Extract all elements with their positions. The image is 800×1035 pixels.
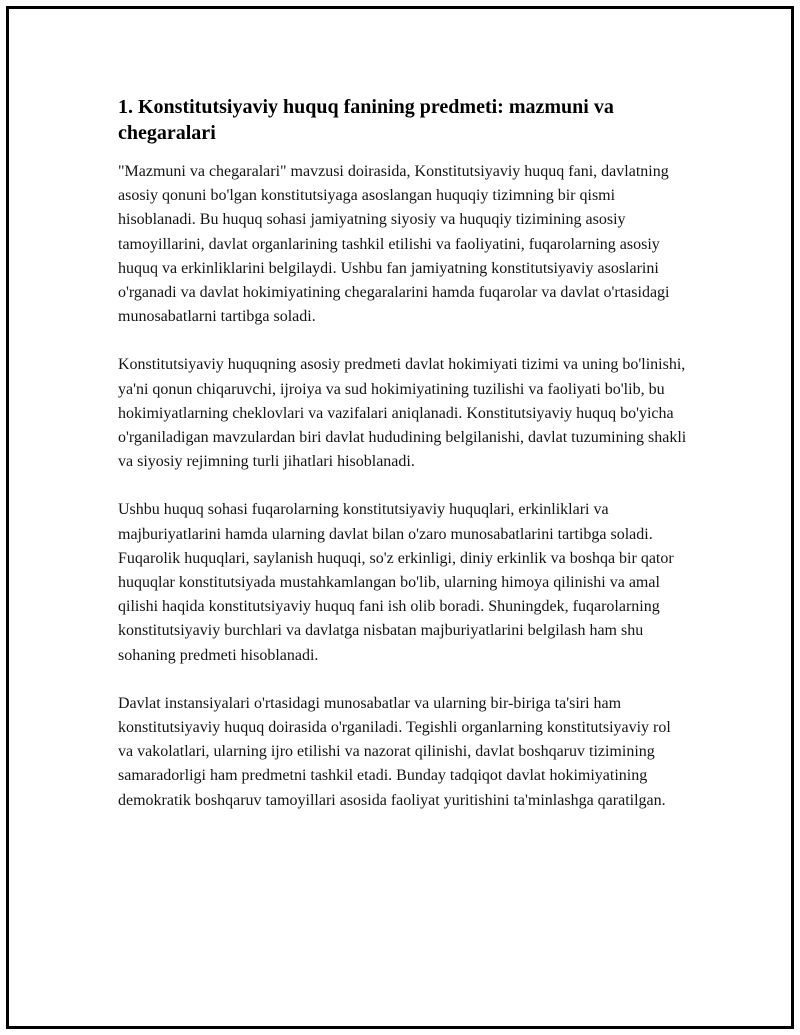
- paragraph-2: Konstitutsiyaviy huquqning asosiy predmeti davlat hokimiyati tizimi va uning bo'linishi, ya'ni qonun chiqaruvchi, ijroiya va sud hokimiyatining tuzilishi va faoliyati bo'lib, bu hokimiyatlarning cheklovlari va vazifalari aniqlanadi. Konstitutsiyaviy huquq bo'yicha o'rganiladigan mavzulardan biri davlat hududining belgilanishi, davlat tuzumining shakli va siyosiy rejimning turli jihatlari hisoblanadi.: [118, 356, 687, 471]
- paragraph-4: Davlat instansiyalari o'rtasidagi munosabatlar va ularning bir-biriga ta'siri ham konstitutsiyaviy huquq doirasida o'rganiladi. Tegishli organlarning konstitutsiyaviy rol va vakolatlari, ularning ijro etilishi va nazorat qilinishi, davlat boshqaruv tizimining samaradorligi ham predmetni tashkil etadi. Bunday tadqiqot davlat hokimiyatining demokratik boshqaruv tamoyillari asosida faoliyat yuritishini ta'minlashga qaratilgan.: [118, 694, 671, 809]
- document-body: [118, 94, 688, 837]
- paragraph-1: "Mazmuni va chegaralari" mavzusi doirasida, Konstitutsiyaviy huquq fani, davlatning asosiy qonuni bo'lgan konstitutsiyaga asoslangan huquqiy tizimning bir qismi hisoblanadi. Bu huquq sohasi jamiyatning siyosiy va huquqiy tizimining asosiy tamoyillarini, davlat organlarining tashkil etilishi va faoliyatini, fuqarolarning asosiy huquq va erkinliklarini belgilaydi. Ushbu fan jamiyatning konstitutsiyaviy asoslarini o'rganadi va davlat hokimiyatining chegaralarini hamda fuqarolar va davlat o'rtasidagi munosabatlarni tartibga soladi.: [118, 163, 670, 326]
- paragraph-3: Ushbu huquq sohasi fuqarolarning konstitutsiyaviy huquqlari, erkinliklari va majburiyatlarini hamda ularning davlat bilan o'zaro munosabatlarini tartibga soladi. Fuqarolik huquqlari, saylanish huquqi, so'z erkinligi, diniy erkinlik va boshqa bir qator huquqlar konstitutsiyada mustahkamlangan bo'lib, ularning himoya qilinishi va amal qilishi haqida konstitutsiyaviy huquq fani ish olib boradi. Shuningdek, fuqarolarning konstitutsiyaviy burchlari va davlatga nisbatan majburiyatlarini belgilash ham shu sohaning predmeti hisoblanadi.: [118, 501, 674, 664]
- section-heading: 1. Konstitutsiyaviy huquq fanining predmeti: mazmuni va chegaralari: [118, 96, 614, 144]
